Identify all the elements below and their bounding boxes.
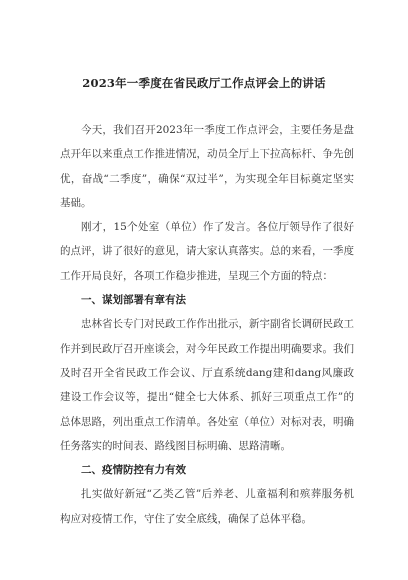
section-heading-planning: 一、谋划部署有章有法 xyxy=(81,294,186,307)
paragraph-summary: 刚才，15个处室（单位）作了发言。各位厅领导作了很好的点评，讲了很好的意见，请大家认真落实。总的来看，一季度工作开局良好，各项工作稳步推进，呈现三个方面的特点： xyxy=(60,221,354,282)
paragraph-opening: 今天，我们召开2023年一季度工作点评会，主要任务是盘点开年以来重点工作推进情况，动员全厅上下拉高标杆、争先创优，奋战“二季度”，确保“双过半”，为实现全年目标奠定坚实基础。 xyxy=(60,124,354,209)
paragraph-epidemic: 扎实做好新冠“乙类乙管”后养老、儿童福利和殡葬服务机构应对疫情工作，守住了安全底线，确保了总体平稳。 xyxy=(60,488,354,525)
section-heading-epidemic: 二、疫情防控有力有效 xyxy=(81,464,186,477)
document-title: 2023年一季度在省民政厅工作点评会上的讲话 xyxy=(82,76,326,90)
paragraph-planning: 忠林省长专门对民政工作作出批示，新宇副省长调研民政工作并到民政厅召开座谈会，对今年民政工作提出明确要求。我们及时召开全省民政工作会议、厅直系统dang建和dang风廉政建设工作会议等，提出“健全七大体系、抓好三项重点工作”的总体思路，列出重点工作清单。各处室（单位）对标对表，明确任务落实的时间表、路线图目标明确、思路清晰。 xyxy=(60,318,354,452)
document-body xyxy=(60,118,354,531)
